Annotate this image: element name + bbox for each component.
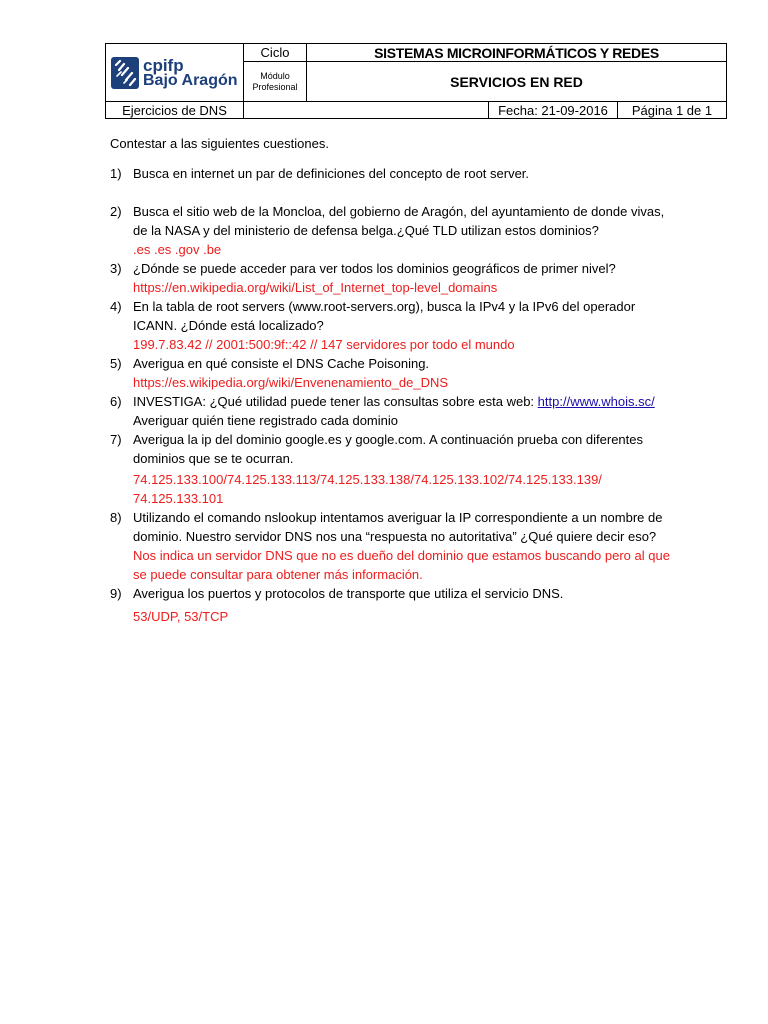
subject-label: Ejercicios de DNS	[105, 101, 244, 119]
question-text: Busca en internet un par de definiciones del concepto de root server.	[133, 166, 530, 181]
cpifp-logo-icon	[110, 56, 140, 90]
question-text: Averigua la ip del dominio google.es y google.com. A continuación prueba con diferentes dominios que se te ocurran.	[133, 432, 643, 466]
question-text	[133, 392, 670, 411]
question-text: Busca el sitio web de la Moncloa, del gobierno de Aragón, del ayuntamiento de donde vivas, de la NASA y del ministerio de defensa belga.¿Qué TLD utilizan estos dominios?	[133, 204, 665, 238]
question-number: 6)	[110, 394, 122, 409]
header-empty-cell	[243, 101, 489, 119]
question-text-continued: Averiguar quién tiene registrado cada dominio	[133, 413, 398, 428]
whois-link[interactable]: http://www.whois.sc/	[537, 394, 655, 409]
question-text: En la tabla de root servers (www.root-servers.org), busca la IPv4 y la IPv6 del operador ICANN. ¿Dónde está localizado?	[133, 299, 636, 333]
date-label: Fecha: 21-09-2016	[488, 101, 618, 119]
question-number: 3)	[110, 261, 122, 276]
ciclo-label: Ciclo	[243, 43, 307, 62]
question-number: 2)	[110, 204, 122, 219]
answer-text: Nos indica un servidor DNS que no es dueño del dominio que estamos buscando pero al que se puede consultar para obtener más información.	[133, 548, 670, 582]
question-number: 5)	[110, 356, 122, 371]
instructions: Contestar a las siguientes cuestiones.	[110, 136, 329, 151]
logo-text-bajo-aragon: Bajo Aragón	[143, 71, 238, 89]
question-5	[110, 354, 670, 392]
logo-text-cpifp: cpifp	[143, 55, 184, 75]
question-text-part: INVESTIGA: ¿Qué utilidad puede tener las consultas sobre esta web:	[133, 394, 538, 409]
question-text: Averigua en qué consiste el DNS Cache Poisoning.	[133, 356, 430, 371]
question-9	[110, 584, 670, 626]
question-6	[110, 392, 670, 430]
question-text: ¿Dónde se puede acceder para ver todos los dominios geográficos de primer nivel?	[133, 261, 616, 276]
modulo-label: Módulo Profesional	[243, 61, 307, 102]
question-8	[110, 508, 670, 584]
question-7	[110, 430, 670, 508]
answer-link[interactable]: https://en.wikipedia.org/wiki/List_of_Internet_top-level_domains	[133, 280, 498, 295]
question-1	[110, 164, 670, 183]
answer-text: 199.7.83.42 // 2001:500:9f::42 // 147 servidores por todo el mundo	[133, 337, 515, 352]
logo-cell	[105, 43, 244, 102]
question-4	[110, 297, 670, 354]
question-text: Averigua los puertos y protocolos de transporte que utiliza el servicio DNS.	[133, 586, 564, 601]
question-number: 9)	[110, 586, 122, 601]
answer-ip-list-continued: 74.125.133.101	[133, 491, 224, 506]
document-body	[110, 134, 670, 626]
question-text: Utilizando el comando nslookup intentamos averiguar la IP correspondiente a un nombre de dominio. Nuestro servidor DNS nos una “respuesta no autoritativa” ¿Qué quiere decir eso?	[133, 510, 663, 544]
document-header	[105, 43, 727, 119]
modulo-value: SERVICIOS EN RED	[306, 61, 727, 102]
page-number: Página 1 de 1	[617, 101, 727, 119]
question-number: 7)	[110, 432, 122, 447]
question-3	[110, 259, 670, 297]
ciclo-value: SISTEMAS MICROINFORMÁTICOS Y REDES	[306, 43, 727, 62]
answer-link[interactable]: https://es.wikipedia.org/wiki/Envenenamiento_de_DNS	[133, 375, 449, 390]
answer-text: .es .es .gov .be	[133, 242, 222, 257]
question-number: 1)	[110, 166, 122, 181]
answer-text: 53/UDP, 53/TCP	[133, 609, 229, 624]
question-number: 4)	[110, 299, 122, 314]
question-2	[110, 202, 670, 259]
question-number: 8)	[110, 510, 122, 525]
answer-ip-list: 74.125.133.100/74.125.133.113/74.125.133.138/74.125.133.102/74.125.133.139/	[133, 472, 602, 487]
cpifp-logo	[110, 56, 238, 90]
